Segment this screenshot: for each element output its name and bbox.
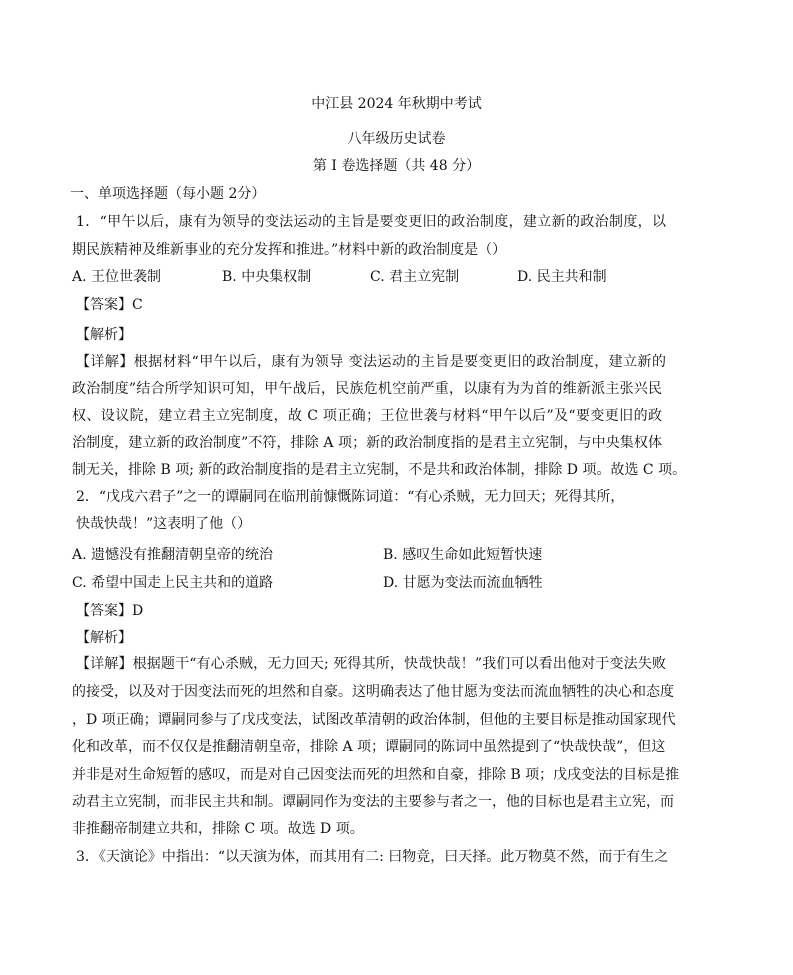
q2-option-c: C. 希望中国走上民主共和的道路 [72,575,274,591]
q2-detail-line-6: 动君主立宪制，而非民主共和制。谭嗣同作为变法的主要参与者之一，他的目标也是君主立宪，而 [72,794,674,810]
q2-detail-line-2: 的接受，以及对于因变法而死的坦然和自豪。这明确表达了他甘愿为变法而流血牺牲的决心和态度 [72,684,674,700]
q2-detail-line-4: 化和改革，而不仅仅是推翻清朝皇帝，排除 A 项；谭嗣同的陈词中虽然提到了“快哉快哉”，但这 [72,739,666,755]
q1-option-b: B. 中央集权制 [222,269,312,285]
q1-detail-line-5: 制无关，排除 B 项; 新的政治制度指的是君主立宪制，不是共和政治体制，排除 D 项。故选 C 项。 [72,462,687,478]
q2-stem-line-1: 2．“戊戌六君子”之一的谭嗣同在临刑前慷慨陈词道：“有心杀贼，无力回天；死得其所， [76,489,625,505]
q1-detail-line-4: 治制度，建立新的政治制度”不符，排除 A 项；新的政治制度指的是君主立宪制，与中央集权体 [72,435,662,451]
q1-stem-line-1: 1．“甲午以后，康有为领导的变法运动的主旨是要变更旧的政治制度，建立新的政治制度，以 [76,214,666,230]
q3-stem-line-1: 3．《天演论》中指出：“以天演为体，而其用有二: 曰物竞，曰天择。此万物莫不然，而于有生之 [76,849,669,865]
q2-stem-line-2: 快哉快哉！”这表明了他（） [76,516,252,532]
q1-option-a: A. 王位世袭制 [72,269,162,285]
q2-option-b: B. 感叹生命如此短暂快速 [383,547,543,563]
q2-option-a: A. 遗憾没有推翻清朝皇帝的统治 [72,547,274,563]
q2-detail-line-3: ，D 项正确；谭嗣同参与了戊戌变法，试图改革清朝的政治体制，但他的主要目标是推动国家现代 [72,712,676,728]
q2-detail-line-7: 非推翻帝制建立共和，排除 C 项。故选 D 项。 [72,821,364,837]
q1-analysis-label: 【解析】 [76,327,132,343]
q2-detail-line-1: 【详解】根据题干“有心杀贼，无力回天; 死得其所，快哉快哉！”我们可以看出他对于变法失败 [76,656,666,672]
q1-detail-line-3: 权、设议院，建立君主立宪制度，故 C 项正确；王位世袭与材料“甲午以后”及“要变更旧的政 [72,408,662,424]
q1-answer: 【答案】C [76,297,143,313]
q1-stem-line-2: 期民族精神及维新事业的充分发挥和推进。”材料中新的政治制度是（） [72,242,507,258]
q2-answer: 【答案】D [76,603,144,619]
section-title: 第 I 卷选择题（共 48 分） [312,158,481,174]
q2-analysis-label: 【解析】 [76,630,132,646]
q2-option-d: D. 甘愿为变法而流血牺牲 [383,575,543,591]
q2-detail-line-5: 并非是对生命短暂的感叹，而是对自己因变法而死的坦然和自豪，排除 B 项；戊戌变法的目标是推 [72,767,680,783]
exam-subtitle: 八年级历史试卷 [347,131,446,147]
part-heading: 一、单项选择题（每小题 2分） [70,186,266,202]
q1-detail-line-1: 【详解】根据材料“甲午以后，康有为领导 变法运动的主旨是要变更旧的政治制度，建立新的 [76,354,666,370]
exam-title: 中江县 2024 年秋期中考试 [311,96,482,112]
q1-detail-line-2: 政治制度”结合所学知识可知，甲午战后，民族危机空前严重，以康有为为首的维新派主张兴民 [72,381,662,397]
q1-option-d: D. 民主共和制 [517,269,607,285]
q1-option-c: C. 君主立宪制 [370,269,460,285]
